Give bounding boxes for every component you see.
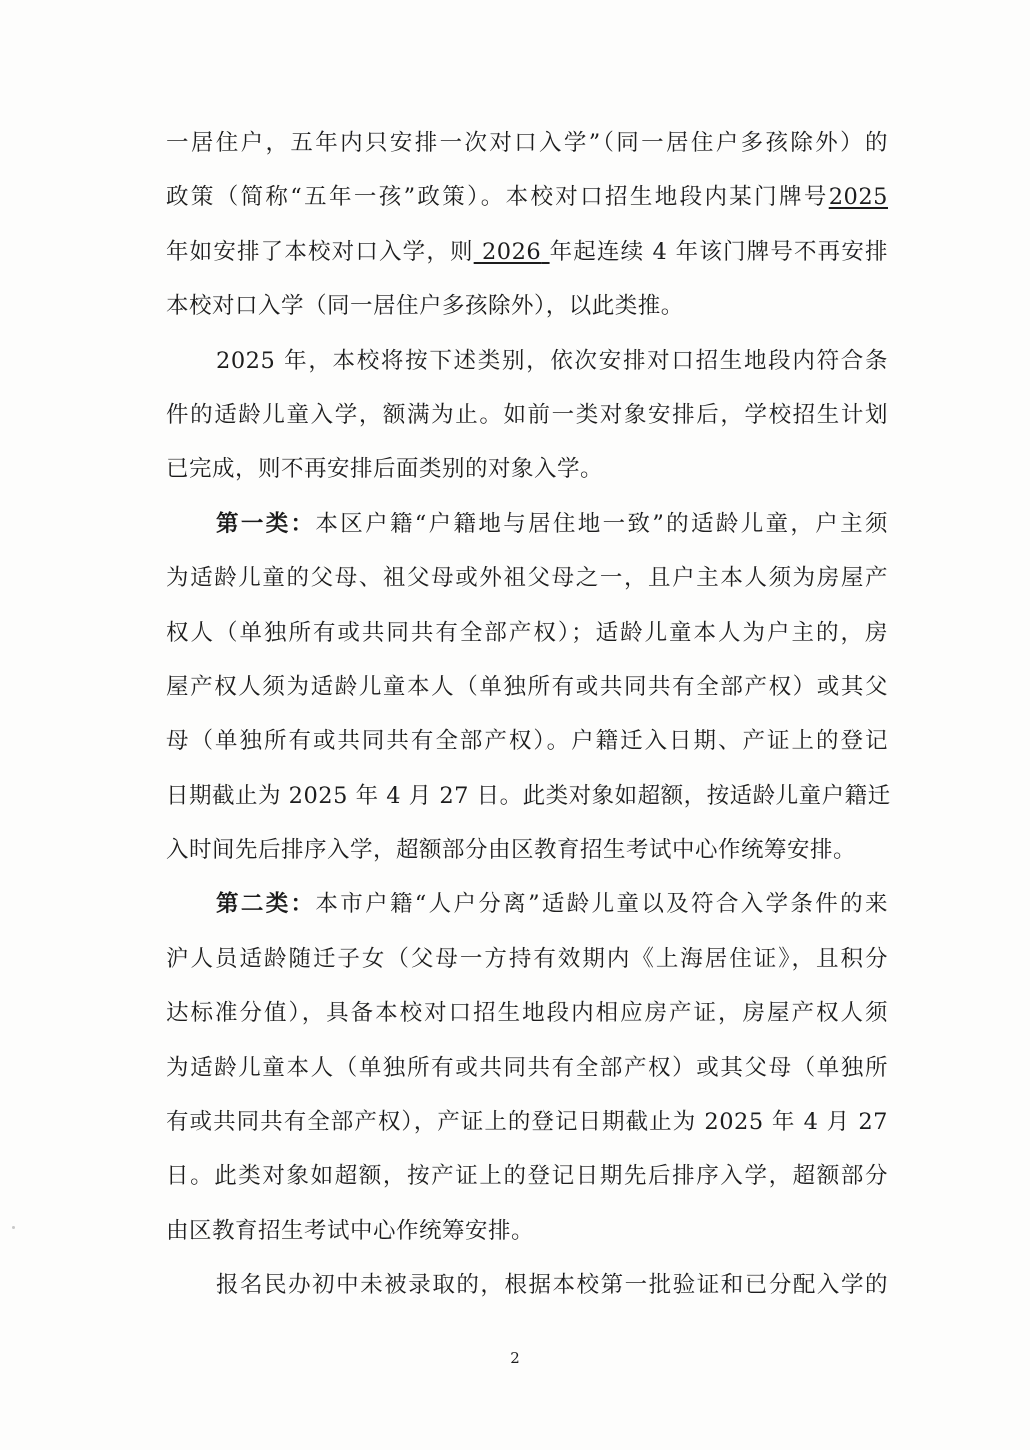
text-line-3-text-a: 年如安排了本校对口入学，则 <box>166 238 474 265</box>
category-one-heading: 第一类： <box>216 510 316 537</box>
text-line-19: 有或共同共有全部产权），产证上的登记日期截止为 2025 年 4 月 27 <box>166 1109 888 1136</box>
text-line-7: 已完成，则不再安排后面类别的对象入学。 <box>166 456 604 483</box>
text-line-3-text-b: 年起连续 4 年该门牌号不再安排 <box>549 238 889 265</box>
text-line-14: 入时间先后排序入学，超额部分由区教育招生考试中心作统筹安排。 <box>166 837 857 864</box>
text-line-1: 一居住户，五年内只安排一次对口入学”（同一居住户多孩除外）的 <box>166 130 888 156</box>
category-two-heading: 第二类： <box>216 891 316 918</box>
text-line-2-text: 政策（简称“五年一孩”政策）。本校对口招生地段内某门牌号 <box>166 184 829 211</box>
text-line-2 <box>166 170 888 224</box>
text-line-11: 屋产权人须为适龄儿童本人（单独所有或共同共有全部产权）或其父 <box>166 673 888 700</box>
text-line-10: 权人（单独所有或共同共有全部产权）；适龄儿童本人为户主的，房 <box>166 619 888 646</box>
text-line-3 <box>166 225 888 279</box>
scan-speck <box>12 1226 15 1229</box>
text-line-13: 日期截止为 2025 年 4 月 27 日。此类对象如超额，按适龄儿童户籍迁 <box>166 782 891 809</box>
text-line-12: 母（单独所有或共同共有全部产权）。户籍迁入日期、产证上的登记 <box>166 728 888 755</box>
underlined-year-2025: 2025 <box>828 184 888 211</box>
underlined-year-2026-value: 2026 <box>481 238 542 265</box>
text-line-17: 达标准分值），具备本校对口招生地段内相应房产证，房屋产权人须 <box>166 1000 888 1027</box>
text-line-6: 件的适龄儿童入学，额满为止。如前一类对象安排后，学校招生计划 <box>166 401 888 428</box>
text-line-5: 2025 年，本校将按下述类别，依次安排对口招生地段内符合条 <box>216 347 888 374</box>
text-line-4: 本校对口入学（同一居住户多孩除外），以此类推。 <box>166 293 684 320</box>
text-line-8-text: 本区户籍“户籍地与居住地一致”的适龄儿童，户主须 <box>315 510 888 537</box>
page-number: 2 <box>510 1349 520 1367</box>
text-line-15-text: 本市户籍“人户分离”适龄儿童以及符合入学条件的来 <box>315 891 888 918</box>
document-body <box>166 116 891 1313</box>
text-line-8 <box>166 497 888 551</box>
text-line-18: 为适龄儿童本人（单独所有或共同共有全部产权）或其父母（单独所 <box>166 1054 888 1081</box>
text-line-21: 由区教育招生考试中心作统筹安排。 <box>166 1217 535 1244</box>
underlined-year-2026 <box>474 239 550 265</box>
text-line-22: 报名民办初中未被录取的，根据本校第一批验证和已分配入学的 <box>216 1272 888 1299</box>
text-line-9: 为适龄儿童的父母、祖父母或外祖父母之一，且户主本人须为房屋产 <box>166 565 888 592</box>
text-line-20: 日。此类对象如超额，按产证上的登记日期先后排序入学，超额部分 <box>166 1163 888 1190</box>
text-line-16: 沪人员适龄随迁子女（父母一方持有效期内《上海居住证》，且积分 <box>166 945 888 972</box>
text-line-15 <box>166 877 888 931</box>
